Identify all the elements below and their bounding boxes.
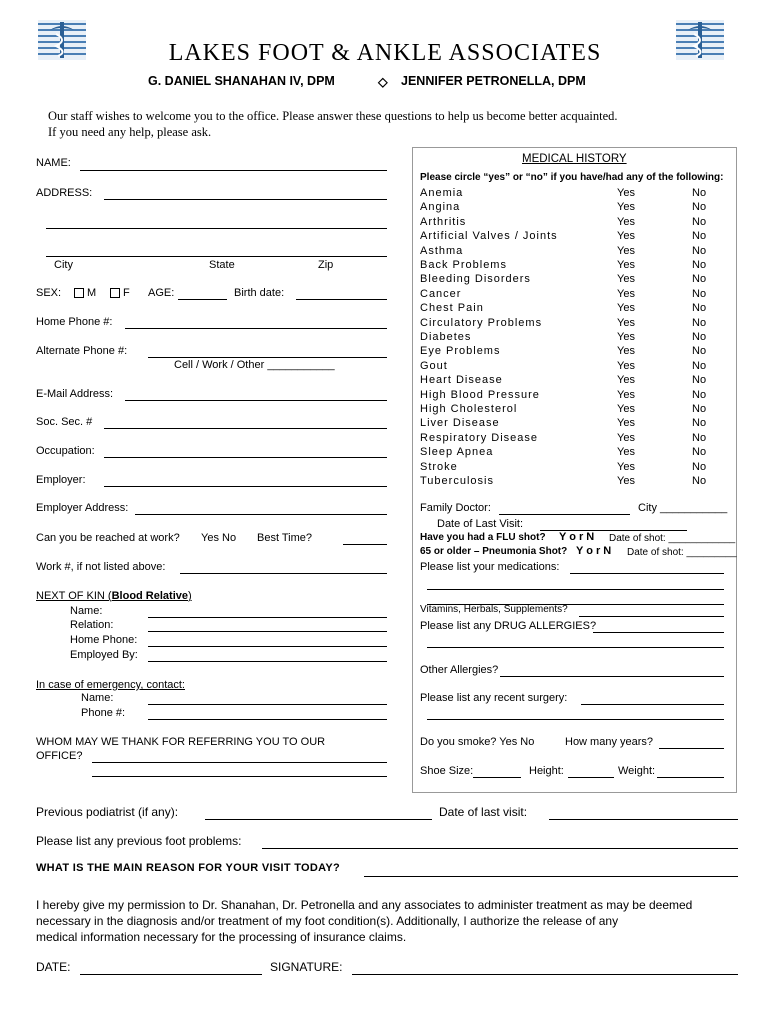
family-doctor-city[interactable]: City ___________ bbox=[638, 502, 728, 514]
condition-no[interactable]: No bbox=[692, 446, 707, 459]
condition-yes[interactable]: Yes bbox=[617, 345, 635, 358]
main-reason-label: WHAT IS THE MAIN REASON FOR YOUR VISIT TODAY? bbox=[36, 862, 341, 874]
condition-name: High Blood Pressure bbox=[420, 388, 540, 401]
reach-at-work-label: Can you be reached at work? bbox=[36, 532, 180, 544]
condition-name: Asthma bbox=[420, 244, 464, 257]
condition-no[interactable]: No bbox=[692, 431, 707, 444]
age-field[interactable] bbox=[178, 299, 227, 300]
years-smoking-label: How many years? bbox=[565, 736, 654, 748]
next-of-kin-heading: NEXT OF KIN (Blood Relative) bbox=[36, 590, 192, 602]
condition-no[interactable]: No bbox=[692, 359, 707, 372]
prev-podiatrist-label: Previous podiatrist (if any): bbox=[36, 805, 179, 819]
condition-name: Cancer bbox=[420, 287, 462, 300]
alt-phone-label: Alternate Phone #: bbox=[36, 345, 128, 357]
condition-name: Gout bbox=[420, 359, 448, 372]
flu-shot-label: Have you had a FLU shot? bbox=[420, 532, 546, 543]
work-number-label: Work #, if not listed above: bbox=[36, 561, 166, 573]
condition-no[interactable]: No bbox=[692, 215, 707, 228]
condition-yes[interactable]: Yes bbox=[617, 259, 635, 271]
intro-line-1: Our staff wishes to welcome you to the office. Please answer these questions to help us become better acquainted. bbox=[48, 109, 618, 123]
best-time-field[interactable] bbox=[343, 544, 387, 545]
condition-no[interactable]: No bbox=[692, 345, 707, 358]
other-allergies-field[interactable] bbox=[500, 676, 724, 677]
foot-problems-field[interactable] bbox=[262, 848, 738, 849]
condition-name: Diabetes bbox=[420, 331, 472, 343]
condition-yes[interactable]: Yes bbox=[617, 201, 635, 214]
condition-yes[interactable]: Yes bbox=[617, 388, 635, 401]
shoe-size-label: Shoe Size: bbox=[420, 765, 474, 777]
surgery-field-2[interactable] bbox=[427, 719, 724, 720]
name-label: NAME: bbox=[36, 157, 71, 169]
condition-name: Respiratory Disease bbox=[420, 431, 539, 444]
occupation-label: Occupation: bbox=[36, 445, 95, 457]
condition-no[interactable]: No bbox=[692, 331, 707, 343]
condition-name: Chest Pain bbox=[420, 302, 484, 315]
condition-no[interactable]: No bbox=[692, 316, 707, 329]
date-last-visit-label: Date of last visit: bbox=[439, 805, 528, 819]
condition-name: Arthritis bbox=[420, 215, 467, 228]
birth-date-label: Birth date: bbox=[234, 287, 285, 299]
practice-title: LAKES FOOT & ANKLE ASSOCIATES bbox=[168, 40, 602, 66]
condition-yes[interactable]: Yes bbox=[617, 331, 635, 343]
city-label: City bbox=[54, 259, 73, 271]
home-phone-field[interactable] bbox=[125, 328, 387, 329]
referral-field-1[interactable] bbox=[92, 762, 387, 763]
medical-history-heading: MEDICAL HISTORY bbox=[522, 153, 627, 165]
condition-yes[interactable]: Yes bbox=[617, 230, 635, 243]
address-label: ADDRESS: bbox=[36, 187, 93, 199]
best-time-label: Best Time? bbox=[257, 532, 313, 544]
family-doctor-field[interactable] bbox=[499, 514, 630, 515]
medical-instruction: Please circle “yes” or “no” if you have/had any of the following: bbox=[420, 172, 724, 183]
height-field[interactable] bbox=[568, 777, 614, 778]
kin-employed-field[interactable] bbox=[148, 661, 387, 662]
condition-yes[interactable]: Yes bbox=[617, 460, 635, 473]
drug-allergies-field-2[interactable] bbox=[427, 647, 724, 648]
condition-name: Eye Problems bbox=[420, 345, 501, 358]
email-field[interactable] bbox=[125, 400, 387, 401]
condition-yes[interactable]: Yes bbox=[617, 244, 635, 257]
condition-name: Tuberculosis bbox=[420, 475, 494, 487]
drug-allergies-label: Please list any DRUG ALLERGIES? bbox=[420, 620, 597, 632]
condition-no[interactable]: No bbox=[692, 475, 707, 487]
consent-line-1: I hereby give my permission to Dr. Shanahan, Dr. Petronella and any associates to administer treatment as may be deemed bbox=[36, 898, 693, 912]
medications-field-1[interactable] bbox=[570, 573, 724, 574]
address-field-2[interactable] bbox=[46, 228, 387, 229]
alt-phone-field[interactable] bbox=[148, 357, 387, 358]
smoke-label[interactable]: Do you smoke? Yes No bbox=[420, 736, 535, 748]
condition-name: Sleep Apnea bbox=[420, 446, 494, 459]
medications-label: Please list your medications: bbox=[420, 561, 560, 573]
other-allergies-label: Other Allergies? bbox=[420, 664, 499, 676]
work-number-field[interactable] bbox=[180, 573, 387, 574]
condition-no[interactable]: No bbox=[692, 302, 707, 315]
condition-yes[interactable]: Yes bbox=[617, 287, 635, 300]
condition-yes[interactable]: Yes bbox=[617, 374, 635, 387]
flu-shot-date[interactable]: Date of shot: ____________ bbox=[609, 533, 736, 544]
birth-date-field[interactable] bbox=[296, 299, 387, 300]
family-doctor-label: Family Doctor: bbox=[420, 502, 491, 514]
condition-no[interactable]: No bbox=[692, 388, 707, 401]
condition-name: Heart Disease bbox=[420, 374, 503, 387]
condition-no[interactable]: No bbox=[692, 403, 707, 415]
emergency-heading: In case of emergency, contact: bbox=[36, 679, 185, 691]
state-label: State bbox=[209, 259, 235, 271]
signature-label: SIGNATURE: bbox=[270, 960, 343, 974]
address-field-1[interactable] bbox=[104, 199, 387, 200]
condition-no[interactable]: No bbox=[692, 417, 707, 430]
pneumonia-shot-date[interactable]: Date of shot: _________ bbox=[627, 547, 737, 558]
occupation-field[interactable] bbox=[104, 457, 387, 458]
medications-field-2[interactable] bbox=[427, 589, 724, 590]
home-phone-label: Home Phone #: bbox=[36, 316, 113, 328]
condition-no[interactable]: No bbox=[692, 230, 707, 243]
sex-label: SEX: bbox=[36, 287, 62, 299]
condition-name: Anemia bbox=[420, 187, 464, 199]
condition-no[interactable]: No bbox=[692, 244, 707, 257]
surgery-label: Please list any recent surgery: bbox=[420, 692, 568, 704]
doctor-2: JENNIFER PETRONELLA, DPM bbox=[401, 74, 586, 88]
male-option[interactable]: M bbox=[74, 287, 96, 299]
condition-yes[interactable]: Yes bbox=[617, 316, 635, 329]
pneumonia-shot-label: 65 or older – Pneumonia Shot? bbox=[420, 546, 568, 557]
diamond-separator-icon: ◇ bbox=[378, 75, 388, 89]
condition-no[interactable]: No bbox=[692, 259, 707, 271]
checkbox-icon[interactable] bbox=[110, 288, 120, 298]
address-field-3[interactable] bbox=[46, 256, 387, 257]
shoe-size-field[interactable] bbox=[473, 777, 521, 778]
vitamins-field[interactable] bbox=[579, 616, 724, 617]
date-field[interactable] bbox=[80, 974, 262, 975]
kin-home-phone-field[interactable] bbox=[148, 646, 387, 647]
condition-name: Angina bbox=[420, 201, 461, 214]
ssn-field[interactable] bbox=[104, 428, 387, 429]
condition-name: Artificial Valves / Joints bbox=[420, 230, 558, 243]
condition-yes[interactable]: Yes bbox=[617, 187, 635, 199]
name-field[interactable] bbox=[80, 170, 387, 171]
condition-no[interactable]: No bbox=[692, 460, 707, 473]
date-last-visit-field[interactable] bbox=[549, 819, 738, 820]
condition-no[interactable]: No bbox=[692, 201, 707, 214]
condition-name: Back Problems bbox=[420, 259, 507, 271]
employer-address-field[interactable] bbox=[135, 514, 387, 515]
checkbox-icon[interactable] bbox=[74, 288, 84, 298]
referral-label-1: WHOM MAY WE THANK FOR REFERRING YOU TO OUR bbox=[36, 736, 326, 748]
emergency-name-label: Name: bbox=[81, 692, 114, 704]
height-label: Height: bbox=[529, 765, 564, 777]
condition-yes[interactable]: Yes bbox=[617, 431, 635, 444]
doctor-1: G. DANIEL SHANAHAN IV, DPM bbox=[148, 74, 335, 88]
signature-field[interactable] bbox=[352, 974, 738, 975]
phone-type-options[interactable]: Cell / Work / Other ___________ bbox=[174, 359, 335, 371]
age-label: AGE: bbox=[148, 287, 175, 299]
last-visit-label: Date of Last Visit: bbox=[437, 518, 524, 530]
condition-no[interactable]: No bbox=[692, 374, 707, 387]
kin-name-label: Name: bbox=[70, 605, 103, 617]
emergency-phone-field[interactable] bbox=[148, 719, 387, 720]
condition-no[interactable]: No bbox=[692, 287, 707, 300]
pneumonia-shot-yorn[interactable]: Y o r N bbox=[576, 545, 612, 557]
zip-label: Zip bbox=[318, 259, 334, 271]
flu-shot-yorn[interactable]: Y o r N bbox=[559, 531, 595, 543]
condition-no[interactable]: No bbox=[692, 187, 707, 199]
condition-yes[interactable]: Yes bbox=[617, 359, 635, 372]
date-label: DATE: bbox=[36, 960, 71, 974]
vitamins-label: Vitamins, Herbals, Supplements? bbox=[420, 604, 568, 615]
consent-line-3: medical information necessary for the processing of insurance claims. bbox=[36, 930, 407, 944]
foot-problems-label: Please list any previous foot problems: bbox=[36, 834, 242, 848]
kin-relation-label: Relation: bbox=[70, 619, 114, 631]
years-smoking-field[interactable] bbox=[659, 748, 724, 749]
condition-yes[interactable]: Yes bbox=[617, 446, 635, 459]
weight-label: Weight: bbox=[618, 765, 656, 777]
condition-name: Bleeding Disorders bbox=[420, 273, 531, 286]
weight-field[interactable] bbox=[657, 777, 724, 778]
emergency-phone-label: Phone #: bbox=[81, 707, 126, 719]
condition-yes[interactable]: Yes bbox=[617, 273, 635, 286]
referral-field-2[interactable] bbox=[92, 776, 387, 777]
employer-label: Employer: bbox=[36, 474, 86, 486]
main-reason-field[interactable] bbox=[364, 876, 738, 877]
condition-name: Liver Disease bbox=[420, 417, 500, 430]
condition-yes[interactable]: Yes bbox=[617, 417, 635, 430]
condition-yes[interactable]: Yes bbox=[617, 215, 635, 228]
kin-home-phone-label: Home Phone: bbox=[70, 634, 138, 646]
surgery-field-1[interactable] bbox=[581, 704, 724, 705]
condition-no[interactable]: No bbox=[692, 273, 707, 286]
kin-employed-label: Employed By: bbox=[70, 649, 138, 661]
condition-yes[interactable]: Yes bbox=[617, 302, 635, 315]
drug-allergies-field-1[interactable] bbox=[593, 632, 724, 633]
email-label: E-Mail Address: bbox=[36, 388, 114, 400]
reach-at-work-options[interactable]: Yes No bbox=[201, 532, 237, 544]
condition-yes[interactable]: Yes bbox=[617, 475, 635, 487]
intro-line-2: If you need any help, please ask. bbox=[48, 125, 212, 139]
condition-name: Circulatory Problems bbox=[420, 316, 543, 329]
ssn-label: Soc. Sec. # bbox=[36, 416, 93, 428]
female-option[interactable]: F bbox=[110, 287, 130, 299]
consent-line-2: necessary in the diagnosis and/or treatment of my foot condition(s). Additionally, I authorize the release of any bbox=[36, 914, 619, 928]
condition-name: High Cholesterol bbox=[420, 403, 518, 415]
condition-name: Stroke bbox=[420, 460, 458, 473]
referral-label-2: OFFICE? bbox=[36, 750, 83, 762]
employer-address-label: Employer Address: bbox=[36, 502, 129, 514]
emergency-name-field[interactable] bbox=[148, 704, 387, 705]
prev-podiatrist-field[interactable] bbox=[205, 819, 432, 820]
employer-field[interactable] bbox=[104, 486, 387, 487]
condition-yes[interactable]: Yes bbox=[617, 403, 635, 415]
kin-name-field[interactable] bbox=[148, 617, 387, 618]
kin-relation-field[interactable] bbox=[148, 631, 387, 632]
